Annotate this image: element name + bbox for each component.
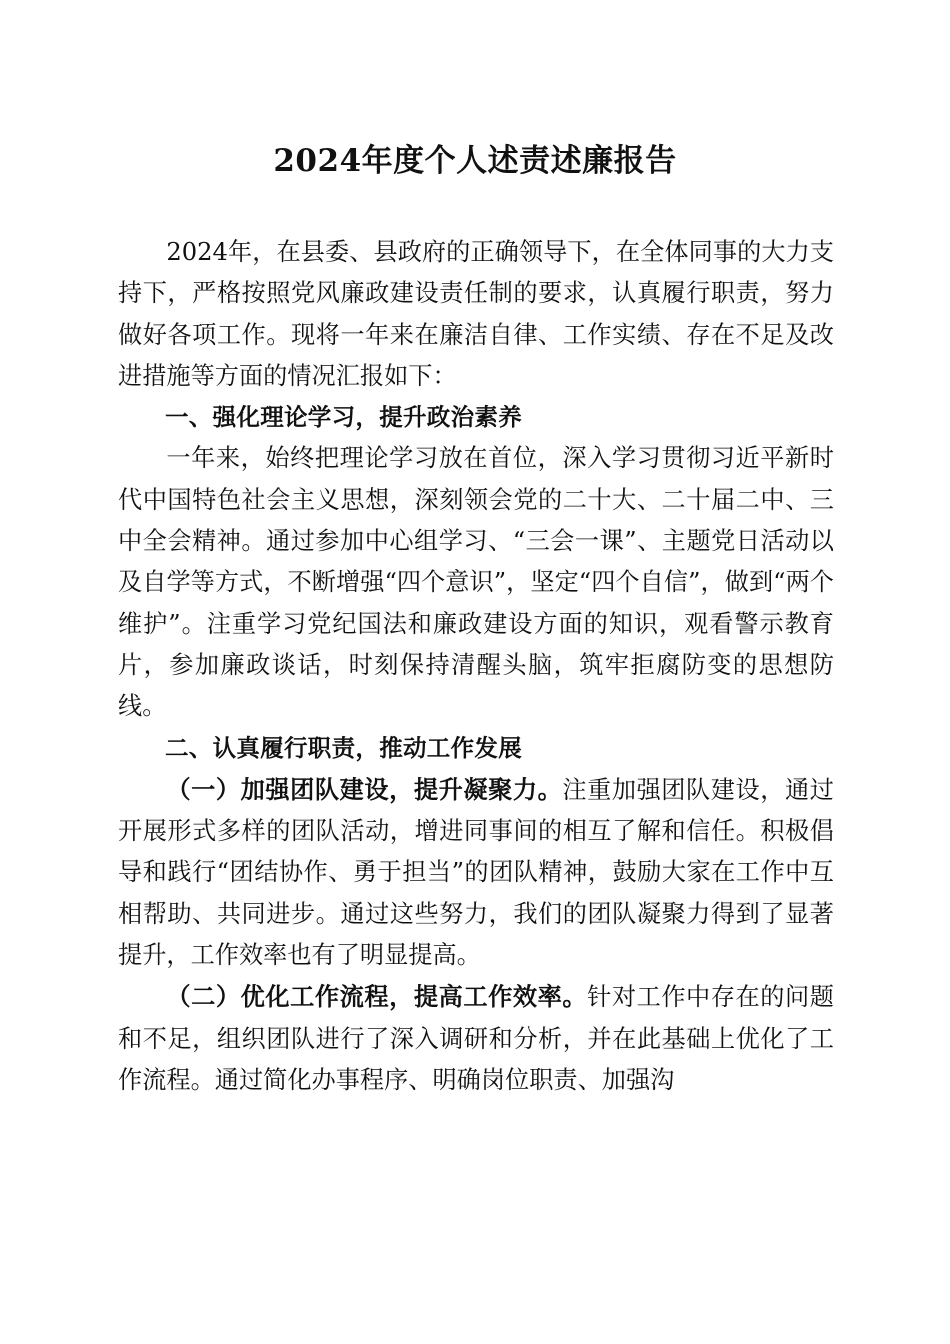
section-1-paragraph: 一年来，始终把理论学习放在首位，深入学习贯彻习近平新时代中国特色社会主义思想，深刻领会党的二十大、二十届二中、三中全会精神。通过参加中心组学习、“三会一课”、主题党日活动以及自学等方式，不断增强“四个意识”，坚定“四个自信”，做到“两个维护”。注重学习党纪国法和廉政建设方面的知识，观看警示教育片，参加廉政谈话，时刻保持清醒头脑，筑牢拒腐防变的思想防线。 [118, 444, 834, 721]
subsection-1-text: 注重加强团队建设，通过开展形式多样的团队活动，增进同事间的相互了解和信任。积极倡导和践行“团结协作、勇于担当”的团队精神，鼓励大家在工作中互相帮助、共同进步。通过这些努力，我们的团队凝聚力得到了显著提升，工作效率也有了明显提高。 [118, 775, 834, 970]
subsection-2-paragraph [118, 976, 834, 1101]
subsection-1-lead: （一）加强团队建设，提升凝聚力。 [166, 774, 563, 804]
section-heading-2: 二、认真履行职责，推动工作发展 [165, 733, 522, 762]
document-title: 2024年度个人述责述廉报告 [273, 143, 677, 179]
subsection-1-paragraph [118, 769, 834, 976]
intro-paragraph: 2024年，在县委、县政府的正确领导下，在全体同事的大力支持下，严格按照党风廉政建设责任制的要求，认真履行职责，努力做好各项工作。现将一年来在廉洁自律、工作实绩、存在不足及改进措施等方面的情况汇报如下： [118, 238, 834, 390]
subsection-2-lead: （二）优化工作流程，提高工作效率。 [166, 982, 588, 1012]
section-heading-1: 一、强化理论学习，提升政治素养 [165, 403, 522, 432]
document-body [118, 232, 834, 1101]
subsection-2-text: 针对工作中存在的问题和不足，组织团队进行了深入调研和分析，并在此基础上优化了工作流程。通过简化办事程序、明确岗位职责、加强沟 [118, 983, 834, 1094]
